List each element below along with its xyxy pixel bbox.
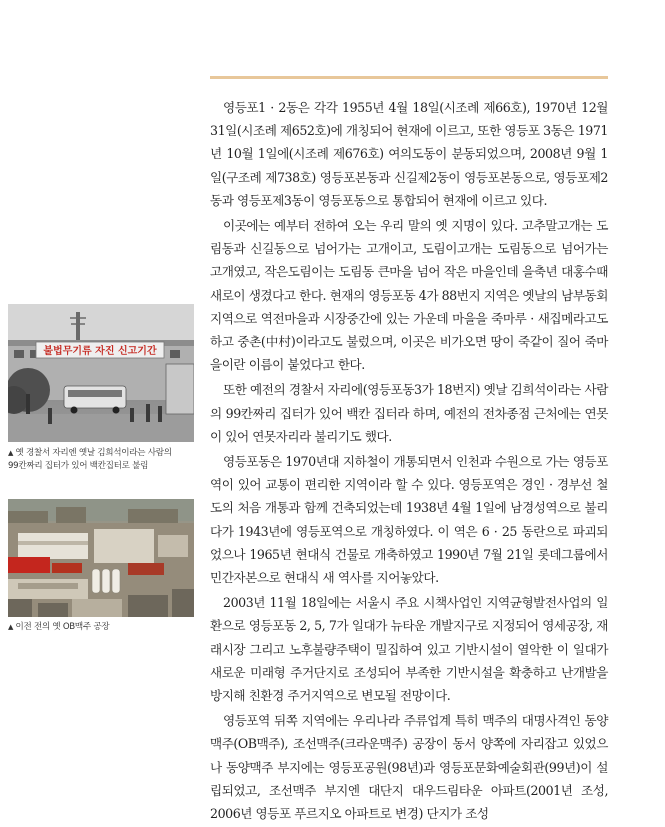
paragraph-4: 영등포동은 1970년대 지하철이 개통되면서 인천과 수원으로 가는 영등포역이 있어 교통이 편리한 지역이라 할 수 있다. 영등포역은 경인 · 경부선 철도의 처음 개통과 함께 건축되었는데 1938년 4월 1일에 남경성역으로 불리다가 1943년에 영등포역으로 개칭하였다. 이 역은 6 · 25 동란으로 파괴되었으나 1965년 현대식 건물로 개축하였고 1990년 7월 21일 롯데그룹에서 민간자본으로 현대식 새 역사를 지어놓았다.: [210, 454, 608, 586]
ob-beer-factory-photo: [8, 499, 194, 617]
caption1-line2: 99칸짜리 집터가 있어 백칸집터로 불림: [8, 460, 149, 471]
ob-photo-caption: [8, 621, 198, 634]
triangle-bullet-icon: ▲: [8, 449, 14, 457]
caption1-line1: 옛 경찰서 자리엔 옛날 김희석이라는 사람의: [15, 448, 172, 458]
paragraph-3: 또한 예전의 경찰서 자리에(영등포동3가 18번지) 옛날 김희석이라는 사람의 99칸짜리 집터가 있어 백칸 집터라 하며, 예전의 전차종점 근처에는 연못이 있어 연못자리라 불리기도 했다.: [210, 382, 608, 444]
paragraph-2: 이곳에는 예부터 전하여 오는 우리 말의 옛 지명이 있다. 고추말고개는 도림동과 신길동으로 넘어가는 고개이고, 도림이고개는 도림동으로 넘어가는 고개였고, 작은도림이는 도림동 큰마을 넘어 작은 마을인데 을축년 대홍수때 새로이 생겼다고 한다. 현재의 영등포동 4가 88번지 지역은 옛날의 남부동회 지역으로 역전마을과 시장중간에 있는 가운데 마을을 죽마루 · 새집메라고도 하고 중촌(中村)이라고도 불렀으며, 이곳은 비가오면 땅이 죽같이 질어 죽마을이란 이름이 붙었다고 한다.: [210, 218, 608, 373]
police-sign-text: 불법무기류 자진 신고기간: [43, 346, 157, 357]
paragraph-1: 영등포1 · 2동은 각각 1955년 4월 18일(시조례 제66호), 1970년 12월 31일(시조례 제652호)에 개칭되어 현재에 이르고, 또한 영등포 3동은 1971년 10월 1일에(시조례 제676호) 여의도동이 분동되었으며, 2008년 9월 1일(구조례 제738호) 영등포본동과 신길제2동이 영등포본동으로, 영등포제2동과 영등포제3동이 영등포동으로 통합되어 현재에 이르고 있다.: [210, 100, 608, 208]
police-photo-caption: [8, 447, 198, 472]
triangle-bullet-icon: ▲: [8, 623, 14, 631]
body-text: [210, 96, 608, 827]
caption2-text: 이전 전의 옛 OB맥주 공장: [15, 622, 110, 632]
header-rule: [210, 76, 608, 79]
police-station-photo: [8, 304, 194, 442]
paragraph-6: 영등포역 뒤쪽 지역에는 우리나라 주류업계 특히 맥주의 대명사격인 동양맥주(OB맥주), 조선맥주(크라운맥주) 공장이 동서 양쪽에 자리잡고 있었으나 동양맥주 부지에는 영등포공원(98년)과 영등포문화예술회관(99년)이 설립되었고, 조선맥주 부지엔 대단지 대우드림타운 아파트(2001년 조성, 2006년 영등포 푸르지오 아파트로 변경) 단지가 조성: [210, 713, 608, 822]
paragraph-5: 2003년 11월 18일에는 서울시 주요 시책사업인 지역균형발전사업의 일환으로 영등포동 2, 5, 7가 일대가 뉴타운 개발지구로 지정되어 영세공장, 재래시장 그리고 노후불량주택이 밀집하여 있고 기반시설이 열악한 이 일대가 새로운 미래형 주거단지로 조성되어 부족한 기반시설을 확충하고 난개발을 방지해 친환경 주거지역으로 변모될 전망이다.: [210, 595, 608, 704]
